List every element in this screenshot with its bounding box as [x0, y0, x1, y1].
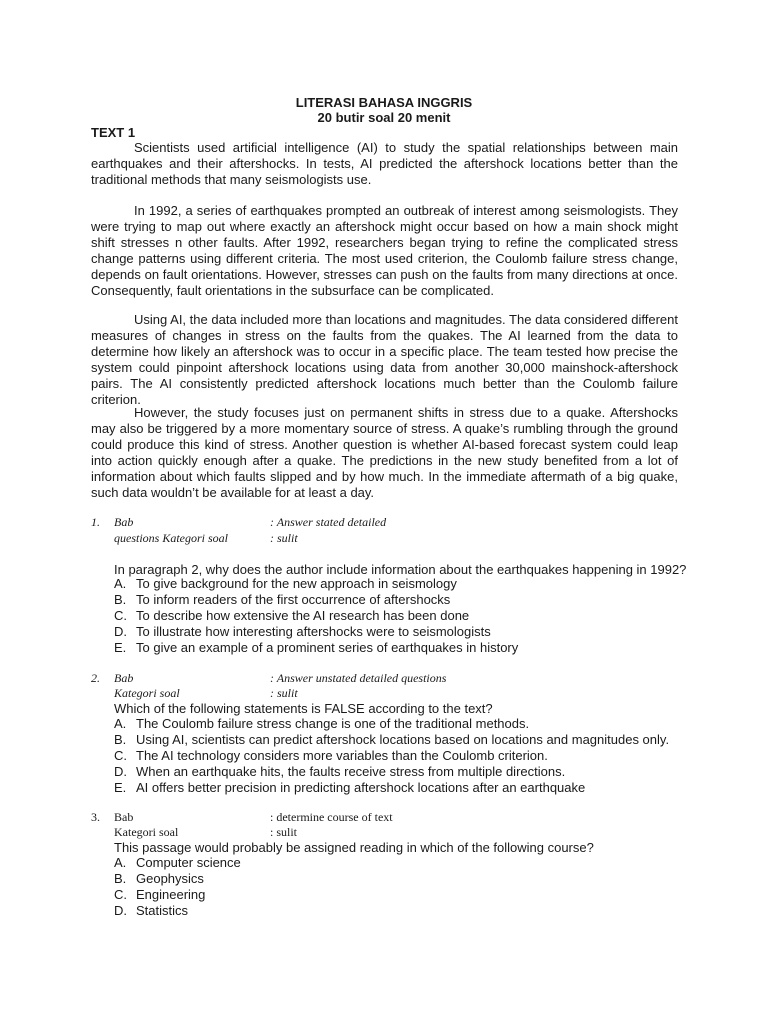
- question-2-number: 2.: [91, 671, 100, 685]
- option-text: The Coulomb failure stress change is one of the traditional methods.: [136, 716, 530, 731]
- option-text: The AI technology considers more variables than the Coulomb criterion.: [136, 748, 548, 763]
- meta-key: Bab: [114, 671, 134, 685]
- option-letter: A.: [114, 855, 127, 870]
- option-text: Computer science: [136, 855, 241, 870]
- option-letter: E.: [114, 780, 127, 795]
- paragraph-2: [91, 203, 678, 299]
- option-text: AI offers better precision in predicting aftershock locations after an earthquake: [136, 780, 586, 795]
- text-label: TEXT 1: [91, 125, 136, 140]
- meta-value: : sulit: [270, 825, 298, 839]
- meta-key: Kategori soal: [114, 825, 179, 839]
- option-text: To give background for the new approach in seismology: [136, 576, 457, 591]
- option-text: To inform readers of the first occurrence of aftershocks: [136, 592, 451, 607]
- option-letter: C.: [114, 748, 127, 763]
- option-text: Statistics: [136, 903, 189, 918]
- meta-key: Kategori soal: [114, 686, 180, 700]
- document-subtitle: 20 butir soal 20 menit: [317, 110, 451, 125]
- option-letter: E.: [114, 640, 127, 655]
- paragraph-1-text: Scientists used artificial intelligence (AI) to study the spatial relationships between main earthquakes and their aftershocks. In tests, AI predicted the aftershock locations better than the traditional methods that many seismologists use.: [91, 140, 678, 187]
- option-text: To illustrate how interesting aftershocks were to seismologists: [136, 624, 491, 639]
- question-1-number: 1.: [91, 515, 100, 529]
- option-text: Geophysics: [136, 871, 204, 886]
- option-letter: A.: [114, 716, 127, 731]
- question-3-stem: This passage would probably be assigned reading in which of the following course?: [114, 840, 594, 855]
- question-2-stem: Which of the following statements is FALSE according to the text?: [114, 701, 493, 716]
- paragraph-2-text: In 1992, a series of earthquakes prompted an outbreak of interest among seismologists. They were trying to map out where exactly an aftershock might occur based on how a main shock might shift stresses n other faults. After 1992, researchers began trying to refine the complicated stress change patterns using different criteria. The most used criterion, the Coulomb failure stress change, depends on fault orientations. However, stresses can push on the faults from many directions at once. Consequently, fault orientations in the subsurface can be complicated.: [91, 203, 678, 298]
- question-3-number: 3.: [91, 810, 100, 824]
- paragraph-3: [91, 312, 678, 408]
- option-text: Using AI, scientists can predict aftershock locations based on locations and magnitudes only.: [136, 732, 670, 747]
- question-1-stem: In paragraph 2, why does the author include information about the earthquakes happening in 1992?: [114, 562, 687, 577]
- option-letter: D.: [114, 764, 127, 779]
- meta-key: Bab: [114, 810, 134, 824]
- meta-value: : sulit: [270, 686, 298, 700]
- meta-value: : Answer stated detailed: [270, 515, 387, 529]
- paragraph-4: [91, 405, 678, 501]
- option-letter: C.: [114, 887, 127, 902]
- paragraph-4-text: However, the study focuses just on permanent shifts in stress due to a quake. Aftershocks may also be triggered by a more momentary source of stress. A quake’s rumbling through the ground could produce this kind of stress. Another question is whether AI-based forecast system could leap into action quickly enough after a quake. The predictions in the new study benefited from a lot of information about which faults slipped and by how much. In the immediate aftermath of a big quake, such data wouldn’t be available for at least a day.: [91, 405, 678, 500]
- option-text: When an earthquake hits, the faults receive stress from multiple directions.: [136, 764, 566, 779]
- option-letter: D.: [114, 903, 127, 918]
- option-letter: D.: [114, 624, 127, 639]
- option-text: To give an example of a prominent series of earthquakes in history: [136, 640, 519, 655]
- option-letter: C.: [114, 608, 127, 623]
- option-text: Engineering: [136, 887, 206, 902]
- document-title: LITERASI BAHASA INGGRIS: [295, 95, 473, 110]
- meta-key: Bab: [114, 515, 134, 529]
- option-letter: B.: [114, 871, 127, 886]
- meta-key: questions Kategori soal: [114, 531, 229, 545]
- option-letter: A.: [114, 576, 127, 591]
- option-letter: B.: [114, 732, 127, 747]
- meta-value: : sulit: [270, 531, 298, 545]
- meta-value: : Answer unstated detailed questions: [270, 671, 447, 685]
- option-text: To describe how extensive the AI research has been done: [136, 608, 470, 623]
- meta-value: : determine course of text: [270, 810, 393, 824]
- paragraph-1: [91, 140, 678, 188]
- option-letter: B.: [114, 592, 127, 607]
- paragraph-3-text: Using AI, the data included more than locations and magnitudes. The data considered different measures of changes in stress on the faults from the quakes. The AI learned from the data to determine how likely an aftershock was to occur in a specific place. The team tested how precise the system could pinpoint aftershock locations using data from another 30,000 mainshock-aftershock pairs. The AI consistently predicted aftershock locations much better than the Coulomb failure criterion.: [91, 312, 678, 407]
